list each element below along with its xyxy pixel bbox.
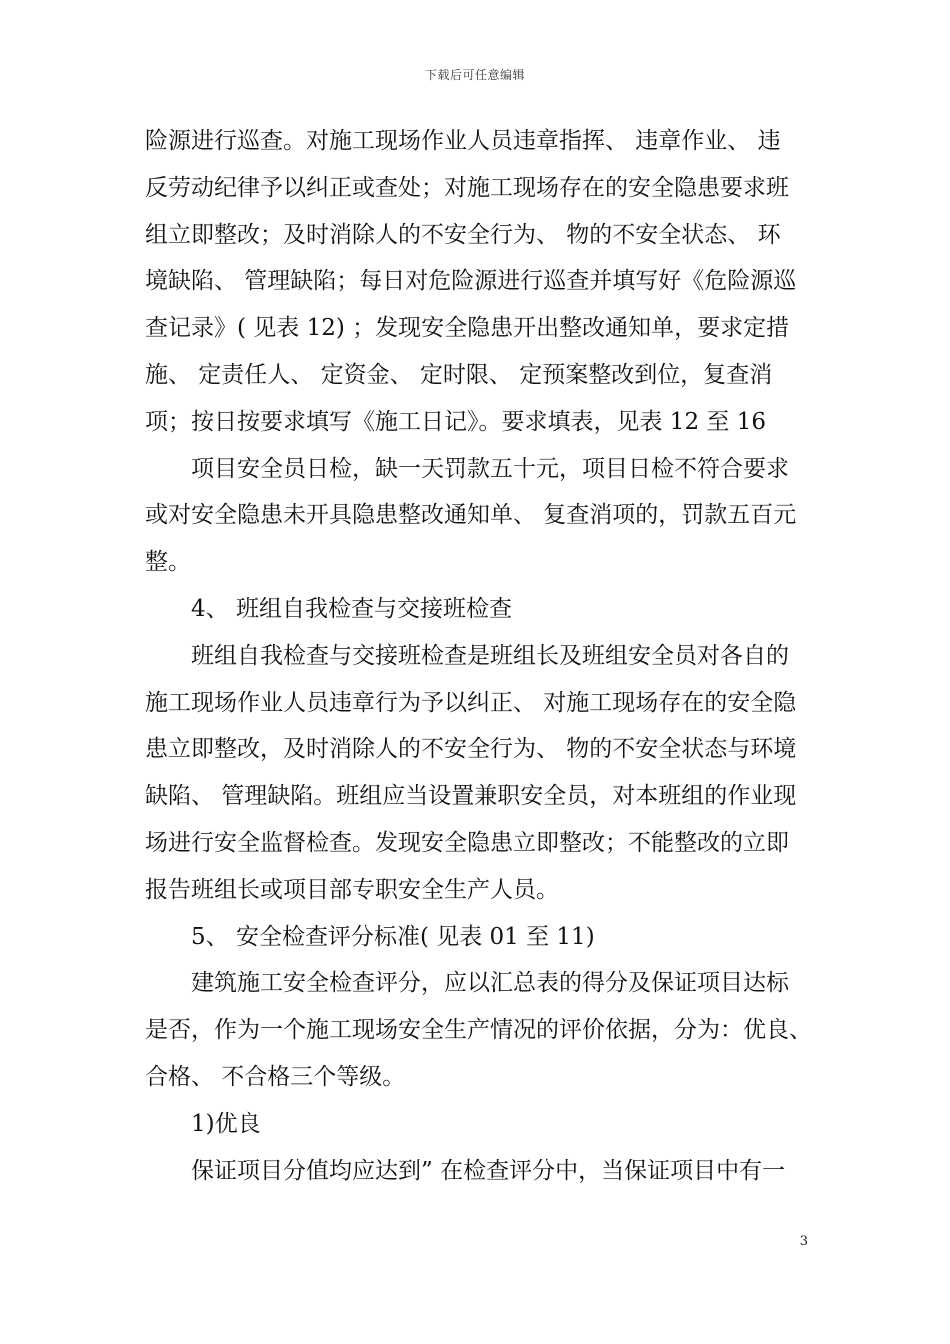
- text-line: 班组自我检查与交接班检查是班组长及班组安全员对各自的: [191, 642, 789, 669]
- text-line: 报告班组长或项目部专职安全生产人员。: [145, 876, 559, 903]
- text-line: 组立即整改；及时消除人的不安全行为、 物的不安全状态、 环: [145, 221, 781, 248]
- text-line: 合格、 不合格三个等级。: [145, 1063, 406, 1090]
- text-line: 4、 班组自我检查与交接班检查: [191, 595, 512, 622]
- text-line: 5、 安全检查评分标准( 见表 01 至 11): [191, 923, 595, 950]
- text-line: 施、 定责任人、 定资金、 定时限、 定预案整改到位，复查消: [145, 361, 773, 388]
- text-line: 项目安全员日检，缺一天罚款五十元，项目日检不符合要求: [191, 455, 789, 482]
- text-line: 保证项目分值均应达到” 在检查评分中，当保证项目中有一: [191, 1157, 786, 1184]
- text-line: 建筑施工安全检查评分，应以汇总表的得分及保证项目达标: [191, 970, 789, 997]
- text-line: 反劳动纪律予以纠正或查处；对施工现场存在的安全隐患要求班: [145, 174, 789, 201]
- text-line: 查记录》( 见表 12) ；发现安全隐患开出整改通知单，要求定措: [145, 315, 790, 342]
- text-line: 境缺陷、 管理缺陷；每日对危险源进行巡查并填写好《危险源巡: [145, 268, 797, 295]
- text-line: 施工现场作业人员违章行为予以纠正、 对施工现场存在的安全隐: [145, 689, 797, 716]
- text-line: 是否，作为一个施工现场安全生产情况的评价依据，分为：优良、: [145, 1017, 812, 1044]
- text-line: 项；按日按要求填写《施工日记》。要求填表，见表 12 至 16: [145, 408, 766, 435]
- page-number: 3: [799, 1234, 808, 1249]
- text-line: 患立即整改，及时消除人的不安全行为、 物的不安全状态与环境: [145, 736, 797, 763]
- text-line: 场进行安全监督检查。发现安全隐患立即整改；不能整改的立即: [145, 829, 789, 856]
- page-header: 下载后可任意编辑: [424, 68, 525, 82]
- text-line: 整。: [145, 549, 191, 576]
- text-line: 险源进行巡查。对施工现场作业人员违章指挥、 违章作业、 违: [145, 128, 781, 154]
- text-line: 1)优良: [191, 1110, 261, 1137]
- text-line: 或对安全隐患未开具隐患整改通知单、 复查消项的，罚款五百元: [145, 502, 797, 529]
- text-line: 缺陷、 管理缺陷。班组应当设置兼职安全员，对本班组的作业现: [145, 783, 797, 810]
- body-text: [145, 118, 810, 1194]
